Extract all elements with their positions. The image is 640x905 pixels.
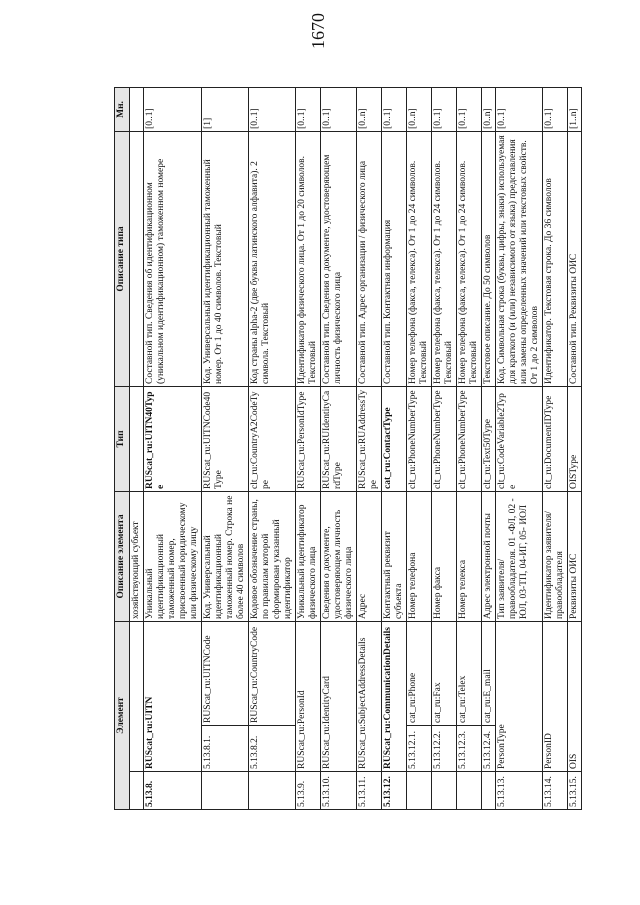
header-type: Тип [115, 386, 130, 491]
element-name: PersonType [496, 621, 543, 771]
element-name: RUScat_ru:SubjectAddressDetails [357, 621, 382, 771]
page-number-text: 1670 [308, 13, 328, 49]
item-number: 5.13.12.2. [432, 726, 457, 772]
indent-cell [202, 772, 249, 810]
multiplicity: [0..1] [496, 87, 543, 131]
table-body [130, 87, 582, 809]
element-spec-table [114, 87, 582, 810]
type-description: Составной тип. Реквизиты ОИС [568, 131, 582, 386]
indent-cell [482, 772, 496, 810]
item-number: 5.13.15. [568, 772, 582, 810]
element-name: RUScat_ru:CountryCode [249, 621, 296, 725]
element-name: cat_ru:Telex [457, 621, 482, 725]
table-row [543, 87, 568, 809]
item-number: 5.13.13. [496, 772, 543, 810]
type-name: cat_ru:ContactType [382, 386, 407, 491]
type-name: clt_ru:PhoneNumberType [407, 386, 432, 491]
multiplicity: [0..1] [144, 87, 202, 131]
type-name: clt_ru:CountryA2CodeType [249, 386, 296, 491]
element-description: Тип заявителя/правообладателя. 01 -ФЛ, 02 - ЮЛ, 03-ТП, 04-ИГ, 05- ИОЛ [496, 491, 543, 621]
type-description: Составной тип. Адрес организации / физического лица [357, 131, 382, 386]
element-name: RUScat_ru:UITNCode [202, 621, 249, 725]
element-description: Реквизиты ОИС [568, 491, 582, 621]
header-type-description: Описание типа [115, 131, 130, 386]
table-row [457, 87, 482, 809]
element-description: Контактный реквизит субъекта [382, 491, 407, 621]
table-row [357, 87, 382, 809]
multiplicity: [0..1] [321, 87, 357, 131]
type-description: Номер телефона (факса, телекса). От 1 до 24 символов. Текстовый [432, 131, 457, 386]
type-name: RUScat_ru:UITN40Type [144, 386, 202, 491]
element-name: RUScat_ru:PersonId [296, 621, 321, 771]
element-description: хозяйствующий субъект [130, 491, 144, 621]
header-element-description: Описание элемента [115, 491, 130, 621]
item-number: 5.13.11. [357, 772, 382, 810]
item-number: 5.13.12.1. [407, 726, 432, 772]
multiplicity [130, 87, 144, 131]
multiplicity: [0..1] [382, 87, 407, 131]
element-description: Уникальный идентификатор физического лица [296, 491, 321, 621]
element-name: PersonID [543, 621, 568, 771]
element-description: Код. Универсальный идентификационный таможенный номер. Строка не более 40 символов [202, 491, 249, 621]
type-description: Составной тип. Сведения об идентификационном (уникальном идентификационном) таможенном номере [144, 131, 202, 386]
table-row [144, 87, 202, 809]
item-number: 5.13.12. [382, 772, 407, 810]
type-description: Код страны alpha-2 (две буквы латинского алфавита). 2 символа. Текстовый [249, 131, 296, 386]
type-description: Номер телефона (факса, телекса). От 1 до 24 символов. Текстовый [407, 131, 432, 386]
multiplicity: [1..n] [568, 87, 582, 131]
element-name: OIS [568, 621, 582, 771]
element-name: RUScat_ru:IdentityCard [321, 621, 357, 771]
header-element: Элемент [115, 621, 130, 809]
type-name: clt_ru:DocumentIDType [543, 386, 568, 491]
type-name [130, 386, 144, 491]
type-name: clt_ru:PhoneNumberType [432, 386, 457, 491]
multiplicity: [0..1] [249, 87, 296, 131]
table-row [321, 87, 357, 809]
type-name: RUScat_ru:PersonIdType [296, 386, 321, 491]
multiplicity: [1] [202, 87, 249, 131]
type-description: Идентификатор физического лица. От 1 до 20 символов. Текстовый [296, 131, 321, 386]
type-name: RUScat_ru:RUAddressType [357, 386, 382, 491]
element-name: cat_ru:Phone [407, 621, 432, 725]
header-multiplicity: Мн. [115, 87, 130, 131]
table-row [249, 87, 296, 809]
item-number: 5.13.12.3. [457, 726, 482, 772]
table-row [568, 87, 582, 809]
element-description: Идентификатор заявителя/правообладателя [543, 491, 568, 621]
type-description: Код. Универсальный идентификационный таможенный номер. От 1 до 40 символов. Текстовый [202, 131, 249, 386]
element-description: Уникальный идентификационный таможенный номер, присвоенный юридическому или физическому лицу [144, 491, 202, 621]
type-description: Составной тип. Контактная информация [382, 131, 407, 386]
type-name: clt_ru:PhoneNumberType [457, 386, 482, 491]
element-description: Адрес [357, 491, 382, 621]
element-name: cat_ru:E_mail [482, 621, 496, 725]
element-description: Номер факса [432, 491, 457, 621]
type-description [130, 131, 144, 386]
multiplicity: [0..1] [432, 87, 457, 131]
table-row [296, 87, 321, 809]
type-name: RUScat_ru:RUIdentityCardType [321, 386, 357, 491]
element-name: RUScat_ru:CommunicationDetails [382, 621, 407, 771]
element-name: cat_ru:Fax [432, 621, 457, 725]
element-description: Адрес электронной почты [482, 491, 496, 621]
table-row [130, 87, 144, 809]
rotated-table-container [114, 88, 579, 810]
indent-cell [432, 772, 457, 810]
multiplicity: [0..n] [482, 87, 496, 131]
element-name [130, 621, 144, 771]
indent-cell [457, 772, 482, 810]
element-description: Номер телекса [457, 491, 482, 621]
element-description: Номер телефона [407, 491, 432, 621]
table-row [482, 87, 496, 809]
indent-cell [249, 772, 296, 810]
table-row [407, 87, 432, 809]
type-description: Идентификатор. Текстовая строка. До 36 символов [543, 131, 568, 386]
multiplicity: [0..n] [407, 87, 432, 131]
table-header-row [115, 87, 130, 809]
item-number: 5.13.12.4. [482, 726, 496, 772]
item-number: 5.13.9. [296, 772, 321, 810]
rotated-table [114, 88, 579, 810]
type-description: Номер телефона (факса, телекса). От 1 до 24 символов. Текстовый [457, 131, 482, 386]
item-number: 5.13.8.1. [202, 726, 249, 772]
multiplicity: [0..1] [296, 87, 321, 131]
type-description: Код. Символьная строка (буквы, цифры, знаки) используемая для краткого (и (или) независимого от языка) представления или замены определенных значений или текстовых свойств. От 1 до 2 символов [496, 131, 543, 386]
multiplicity: [0..1] [457, 87, 482, 131]
item-number: 5.13.14. [543, 772, 568, 810]
item-number: 5.13.8. [144, 772, 202, 810]
item-number: 5.13.8.2. [249, 726, 296, 772]
element-description: Кодовое обозначение страны, по правилам которой сформирован указанный идентификатор [249, 491, 296, 621]
item-number: 5.13.10. [321, 772, 357, 810]
type-name: clt_ru:CodeVariable2Type [496, 386, 543, 491]
indent-cell [407, 772, 432, 810]
multiplicity: [0..n] [357, 87, 382, 131]
page-number [298, 8, 338, 54]
table-row [202, 87, 249, 809]
type-name: OISType [568, 386, 582, 491]
element-name: RUScat_ru:UITN [144, 621, 202, 771]
type-description: Текстовое описание. До 50 символов [482, 131, 496, 386]
table-row [432, 87, 457, 809]
type-name: RUScat_ru:UITNCode40Type [202, 386, 249, 491]
table-row [496, 87, 543, 809]
item-number [130, 772, 144, 810]
element-description: Сведения о документе, удостоверяющем личность физического лица [321, 491, 357, 621]
multiplicity: [0..1] [543, 87, 568, 131]
table-row [382, 87, 407, 809]
type-description: Составной тип. Сведения о документе, удостоверяющем личность физического лица [321, 131, 357, 386]
type-name: clt_ru:Text50Type [482, 386, 496, 491]
